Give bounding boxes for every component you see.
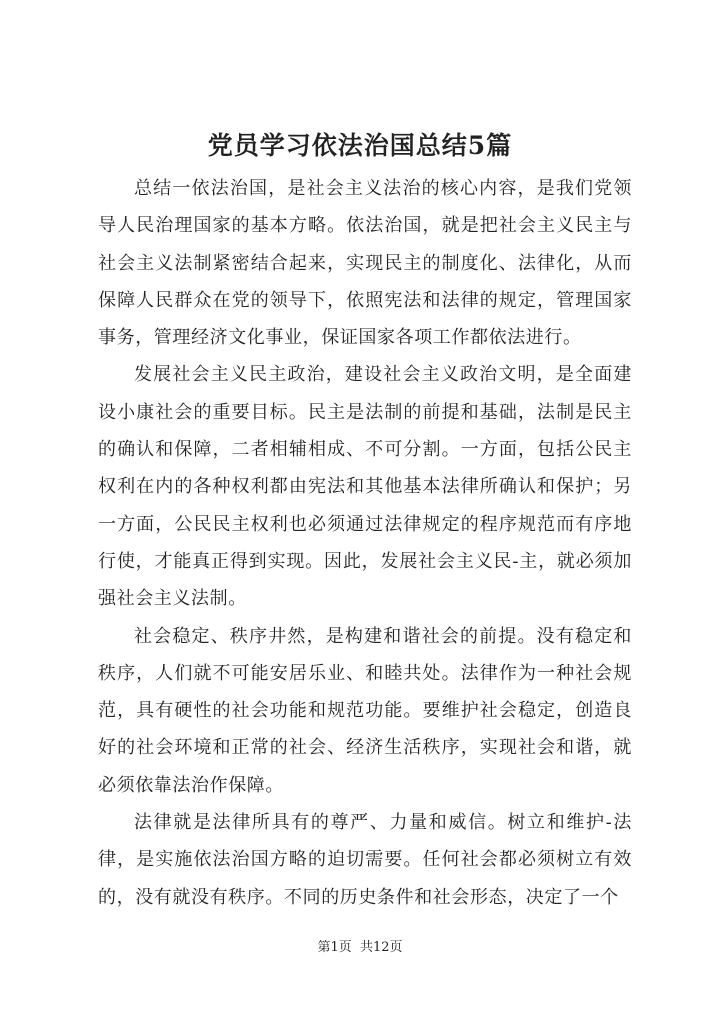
paragraph-4: 法律就是法律所具有的尊严、力量和威信。树立和维护-法律，是实施依法治国方略的迫切需要。任何社会都必须树立有效的，没有就没有秩序。不同的历史条件和社会形态，决定了一个 bbox=[98, 812, 632, 908]
document-body bbox=[98, 170, 632, 916]
page-number-label: 第1页 共12页 bbox=[317, 940, 403, 955]
paragraph-2: 发展社会主义民主政治，建设社会主义政治文明，是全面建设小康社会的重要目标。民主是法制的前提和基础，法制是民主的确认和保障，二者相辅相成、不可分割。一方面，包括公民主权利在内的各种权利都由宪法和其他基本法律所确认和保护；另一方面，公民民主权利也必须通过法律规定的程序规范而有序地行使，才能真正得到实现。因此，发展社会主义民-主，就必须加强社会主义法制。 bbox=[98, 364, 632, 610]
paragraph-1: 总结一依法治国，是社会主义法治的核心内容，是我们党领导人民治理国家的基本方略。依法治国，就是把社会主义民主与社会主义法制紧密结合起来，实现民主的制度化、法律化，从而保障人民群众在党的领导下，依照宪法和法律的规定，管理国家事务，管理经济文化事业，保证国家各项工作都依法进行。 bbox=[98, 178, 632, 349]
paragraph-3: 社会稳定、秩序井然，是构建和谐社会的前提。没有稳定和秩序，人们就不可能安居乐业、和睦共处。法律作为一种社会规范，具有硬性的社会功能和规范功能。要维护社会稳定，创造良好的社会环境和正常的社会、经济生活秩序，实现社会和谐，就必须依靠法治作保障。 bbox=[98, 625, 632, 796]
page-footer bbox=[0, 938, 720, 958]
document-title: 党员学习依法治国总结5篇 bbox=[207, 131, 513, 160]
